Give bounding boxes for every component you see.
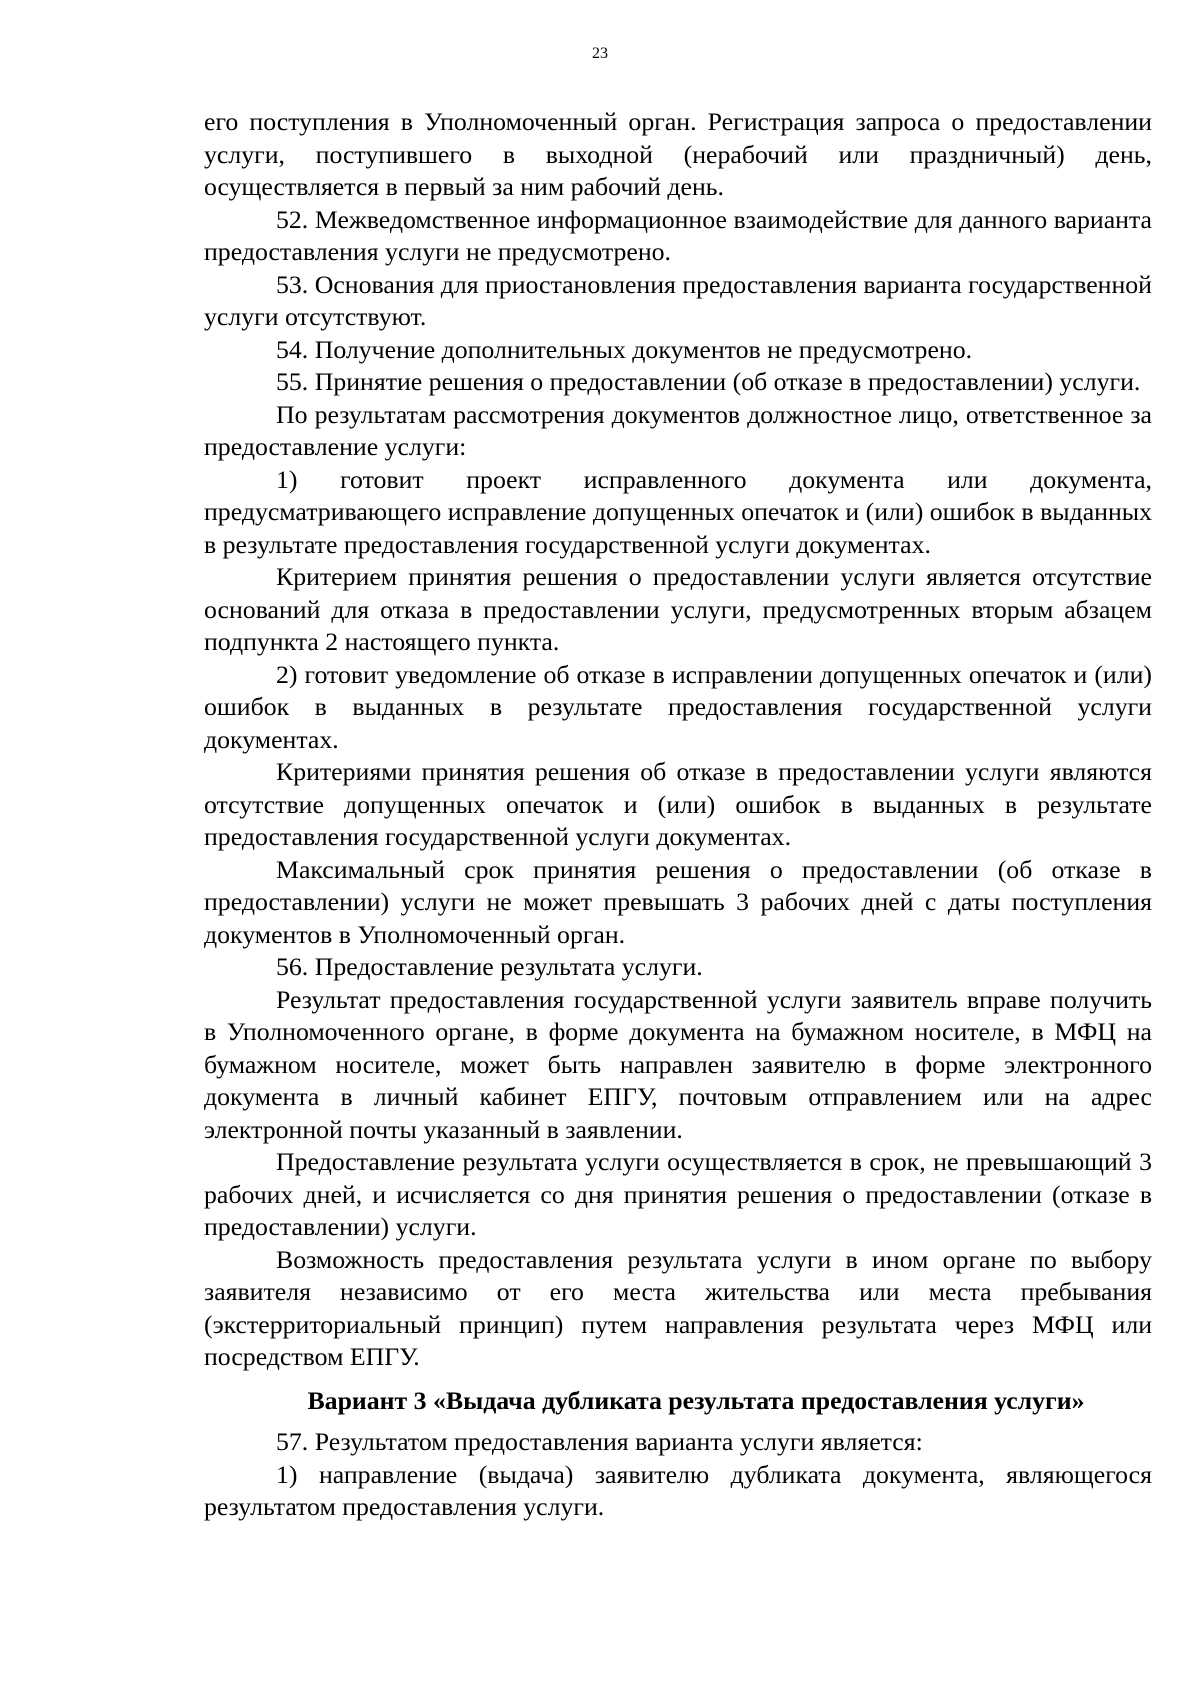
paragraph-57: 57. Результатом предоставления варианта услуги является: [276,1427,923,1456]
paragraph-55-max-term: Максимальный срок принятия решения о предоставлении (об отказе в предоставлении) услуги не может превышать 3 рабочих дней с даты поступления документов в Уполномоченный орган. [204,854,1152,949]
paragraph-55-item-1: 1) готовит проект исправленного документа или документа, предусматривающего исправление допущенных опечаток и (или) ошибок в выданных в результате предоставления государственной услуги документах. [204,464,1152,559]
paragraph-54: 54. Получение дополнительных документов не предусмотрено. [276,334,973,364]
paragraph-53: 53. Основания для приостановления предоставления варианта государственной услуги отсутствуют. [204,269,1152,331]
document-body [204,106,1152,1524]
paragraph-55-criterion-grant: Критерием принятия решения о предоставлении услуги является отсутствие оснований для отказа в предоставлении услуги, предусмотренных вторым абзацем подпункта 2 настоящего пункта. [204,562,1152,656]
paragraphs-after-heading [204,1426,1152,1524]
section-heading: Вариант 3 «Выдача дубликата результата предоставления услуги» [307,1385,1085,1415]
paragraphs-before-heading [204,106,1152,1374]
paragraph-55-criteria-refusal: Критериями принятия решения об отказе в предоставлении услуги являются отсутствие допущенных опечаток и (или) ошибок в выданных в результате предоставления государственной услуги документах. [204,757,1152,851]
paragraph-56-term: Предоставление результата услуги осуществляется в срок, не превышающий 3 рабочих дней, и исчисляется со дня принятия решения о предоставлении (отказе в предоставлении) услуги. [204,1147,1152,1241]
paragraph-57-item-1: 1) направление (выдача) заявителю дубликата документа, являющегося результатом предоставления услуги. [204,1459,1152,1521]
paragraph-continuation: его поступления в Уполномоченный орган. Регистрация запроса о предоставлении услуги, поступившего в выходной (нерабочий или праздничный) день, осуществляется в первый за ним рабочий день. [204,107,1152,201]
paragraph-56-result: Результат предоставления государственной услуги заявитель вправе получить в Уполномоченного органе, в форме документа на бумажном носителе, в МФЦ на бумажном носителе, может быть направлен заявителю в форме электронного документа в личный кабинет ЕПГУ, почтовым отправлением или на адрес электронной почты указанный в заявлении. [204,984,1152,1144]
paragraph-55-item-2: 2) готовит уведомление об отказе в исправлении допущенных опечаток и (или) ошибок в выданных в результате предоставления государственной услуги документах. [204,659,1152,754]
paragraph-56: 56. Предоставление результата услуги. [276,952,703,981]
paragraph-55-review: По результатам рассмотрения документов должностное лицо, ответственное за предоставление услуги: [204,399,1152,461]
page-number: 23 [592,45,608,62]
paragraph-52: 52. Межведомственное информационное взаимодействие для данного варианта предоставления услуги не предусмотрено. [204,204,1152,266]
paragraph-56-extraterritorial: Возможность предоставления результата услуги в ином органе по выбору заявителя независимо от его места жительства или места пребывания (экстерриториальный принцип) путем направления результата через МФЦ или посредством ЕПГУ. [204,1244,1152,1371]
paragraph-55: 55. Принятие решения о предоставлении (об отказе в предоставлении) услуги. [276,367,1141,396]
